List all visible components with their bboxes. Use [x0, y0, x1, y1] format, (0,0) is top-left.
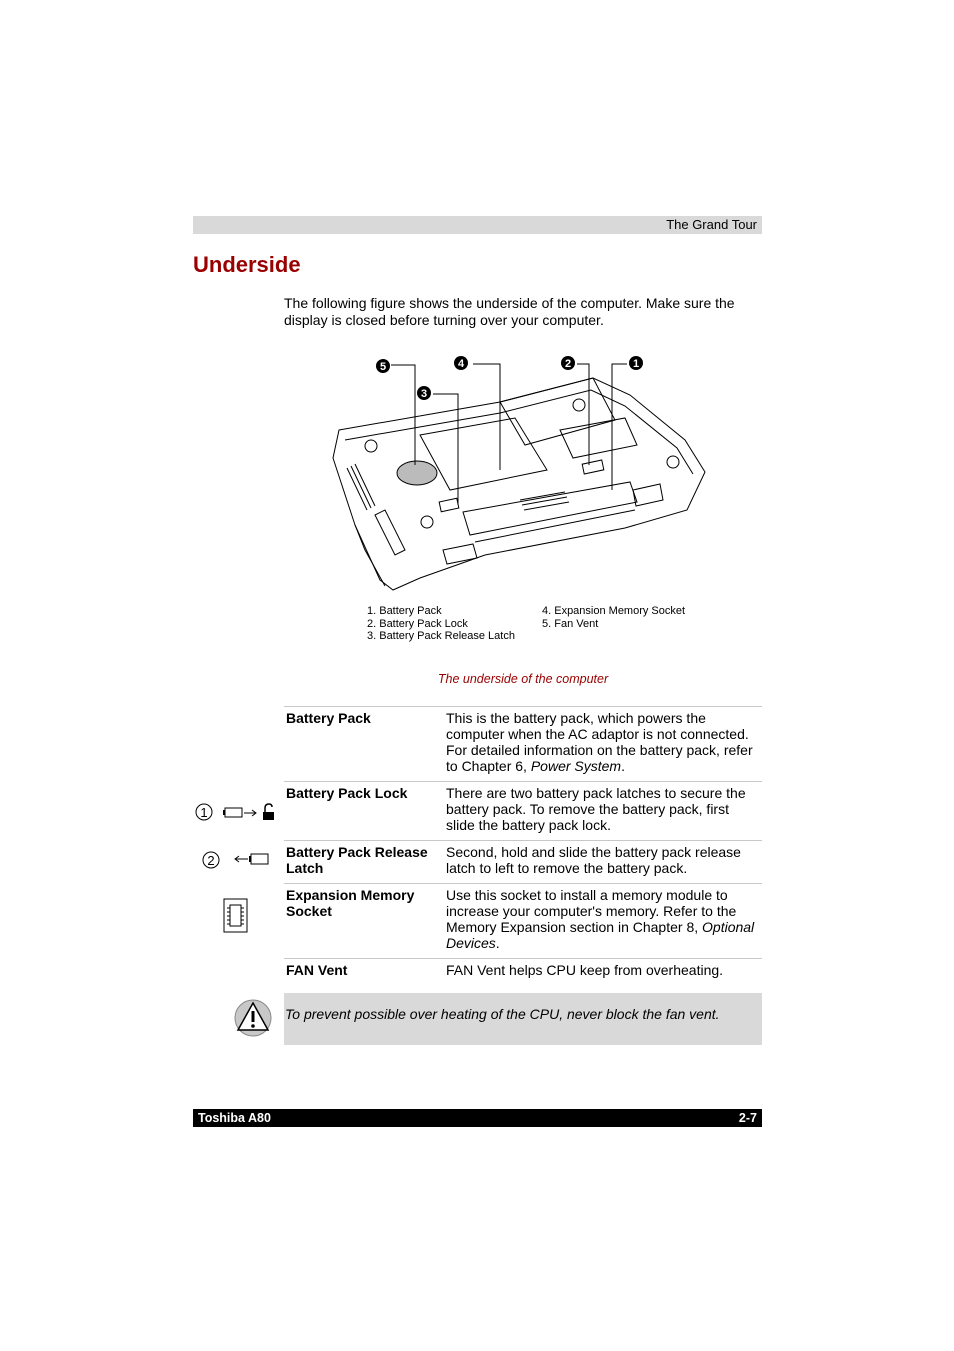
callout-1: 1 — [632, 358, 640, 370]
figure-legend-left — [367, 605, 515, 643]
header-bar — [193, 216, 762, 234]
lock-number: 1 — [200, 805, 208, 820]
component-table — [284, 706, 762, 985]
battery-release-icon — [202, 850, 274, 870]
section-title: The Grand Tour — [666, 217, 757, 232]
release-number: 2 — [207, 853, 215, 868]
table-row — [284, 841, 762, 884]
legend-item: 3. Battery Pack Release Latch — [367, 630, 515, 643]
intro-paragraph: The following figure shows the underside of the computer. Make sure the display is closed before turning over your computer. — [284, 295, 735, 328]
callout-3: 3 — [420, 388, 428, 400]
page-number: 2-7 — [738, 1111, 757, 1125]
definition: Second, hold and slide the battery pack release latch to left to remove the battery pack. — [442, 841, 762, 884]
table-row — [284, 884, 762, 959]
callout-4: 4 — [457, 358, 465, 370]
legend-item: 1. Battery Pack — [367, 605, 442, 617]
term-battery-release-latch: Battery Pack Release Latch — [284, 841, 442, 884]
legend-item: 4. Expansion Memory Socket — [542, 605, 686, 617]
callout-5: 5 — [379, 361, 387, 373]
legend-item: 2. Battery Pack Lock — [367, 617, 468, 630]
warning-icon — [234, 999, 272, 1037]
definition: FAN Vent helps CPU keep from overheating. — [442, 959, 762, 986]
figure-legend-right — [542, 605, 685, 630]
table-row — [284, 959, 762, 986]
term-expansion-memory-socket: Expansion Memory Socket — [284, 884, 442, 959]
table-row — [284, 707, 762, 782]
laptop-underside-figure — [325, 350, 725, 600]
table-row — [284, 782, 762, 841]
memory-chip-icon — [223, 898, 249, 934]
warning-note — [284, 993, 762, 1045]
definition: Use this socket to install a memory module to increase your computer's memory. Refer to the Memory Expansion section in Chapter 8, Optional Devices. — [442, 884, 762, 959]
term-battery-pack-lock: Battery Pack Lock — [284, 782, 442, 841]
page-title: Underside — [193, 252, 301, 277]
warning-text: To prevent possible over heating of the CPU, never block the fan vent. — [285, 1006, 720, 1022]
figure-caption: The underside of the computer — [437, 672, 609, 686]
callout-2: 2 — [564, 358, 572, 370]
term-fan-vent: FAN Vent — [284, 959, 442, 986]
definition: There are two battery pack latches to secure the battery pack. To remove the battery pack, first slide the battery pack lock. — [442, 782, 762, 841]
footer-product: Toshiba A80 — [198, 1111, 271, 1125]
footer-bar — [193, 1109, 762, 1127]
definition: This is the battery pack, which powers the computer when the AC adaptor is not connected. For detailed information on the battery pack, refer to Chapter 6, Power System. — [442, 707, 762, 782]
legend-item: 5. Fan Vent — [542, 617, 599, 630]
battery-lock-icon — [195, 802, 279, 822]
term-battery-pack: Battery Pack — [284, 707, 442, 782]
